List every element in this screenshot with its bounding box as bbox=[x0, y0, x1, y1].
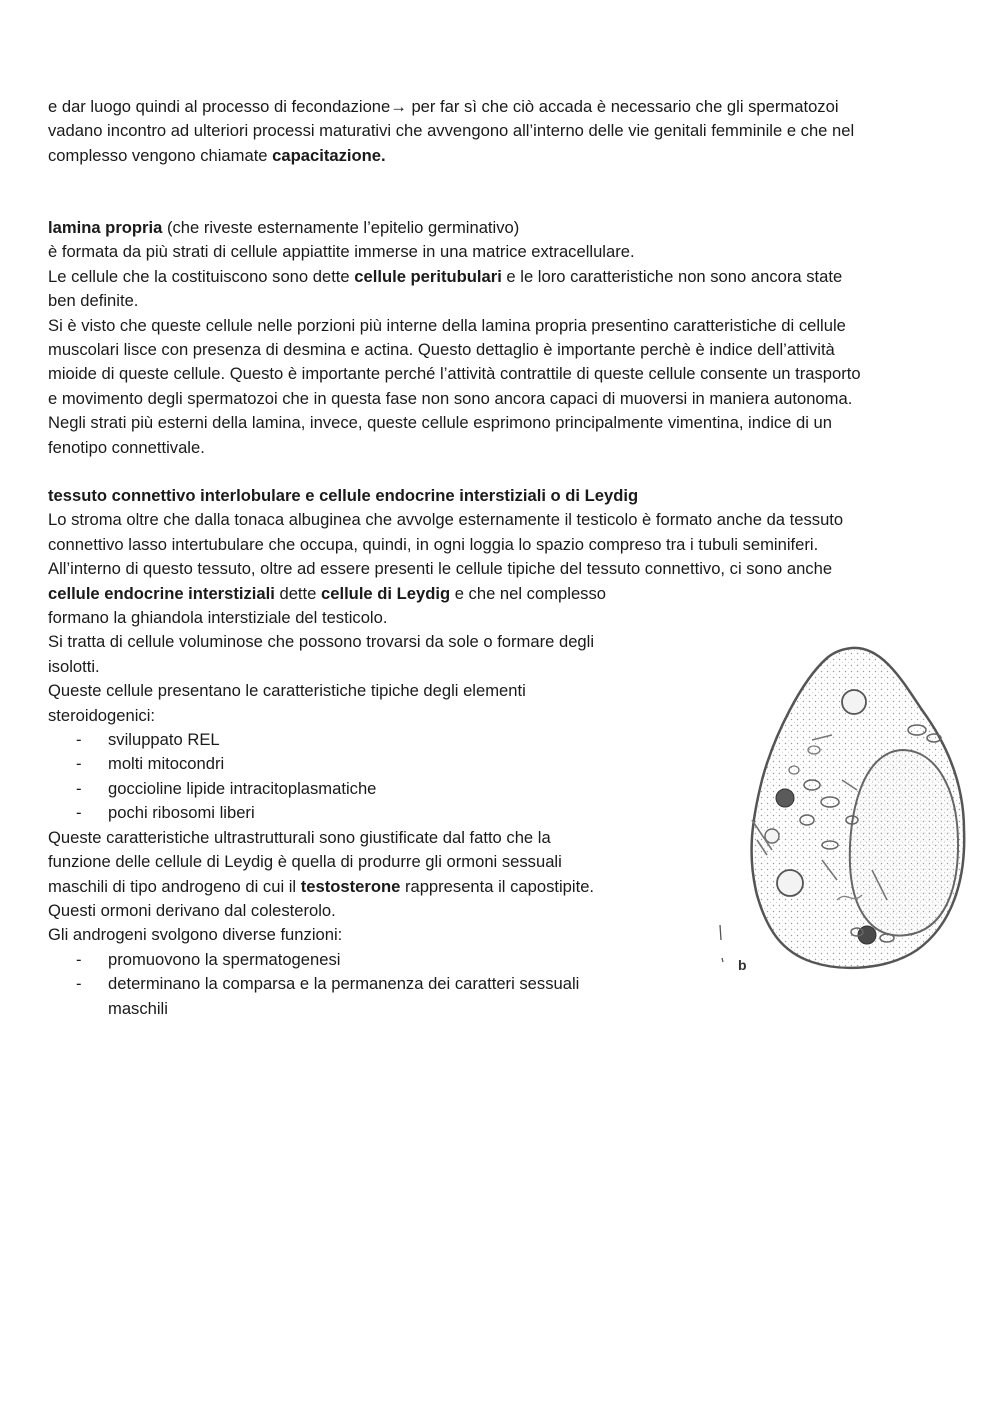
text-line: Negli strati più esterni della lamina, invece, queste cellule esprimono principalmente vimentina, indice di un bbox=[48, 413, 833, 433]
list-item: - pochi ribosomi liberi bbox=[48, 801, 668, 825]
term-capacitazione: capacitazione. bbox=[272, 145, 386, 165]
text-line: Lo stroma oltre che dalla tonaca albuginea che avvolge esternamente il testicolo è formato anche da tessuto bbox=[48, 510, 844, 530]
leydig-cell-illustration bbox=[712, 640, 972, 980]
intro-line: e dar luogo quindi al processo di fecondazione→ per far sì che ciò accada è necessario che gli spermatozoi bbox=[48, 97, 839, 116]
term-cellule-peritubulari: cellule peritubulari bbox=[354, 266, 502, 286]
text-line: Gli androgeni svolgono diverse funzioni: bbox=[48, 925, 343, 945]
features-list bbox=[48, 728, 668, 826]
intro-line: complesso vengono chiamate capacitazione. bbox=[48, 145, 386, 165]
text-line: è formata da più strati di cellule appiattite immerse in una matrice extracellulare. bbox=[48, 242, 635, 262]
section-heading: lamina propria (che riveste esternamente l’epitelio germinativo) bbox=[48, 218, 520, 237]
list-item-continuation: maschili bbox=[108, 998, 168, 1018]
text-line: Si tratta di cellule voluminose che possono trovarsi da sole o formare degli bbox=[48, 632, 595, 652]
text-line: connettivo lasso intertubulare che occupa, quindi, in ogni loggia lo spazio compreso tra i tubuli seminiferi. bbox=[48, 534, 819, 554]
list-item: - sviluppato REL bbox=[48, 728, 668, 752]
list-item: - goccioline lipide intracitoplasmatiche bbox=[48, 777, 668, 801]
section-heading: tessuto connettivo interlobulare e cellule endocrine interstiziali o di Leydig bbox=[48, 486, 639, 505]
lamina-propria-section bbox=[48, 216, 960, 460]
text-line: maschili di tipo androgeno di cui il testosterone rappresenta il capostipite. bbox=[48, 876, 595, 896]
text-line: steroidogenici: bbox=[48, 705, 156, 725]
text-line: Si è visto che queste cellule nelle porzioni più interne della lamina propria presentino caratteristiche di cellule bbox=[48, 315, 846, 335]
text-line: mioide di queste cellule. Questo è importante perché l’attività contrattile di queste cellule consente un trasporto bbox=[48, 364, 861, 384]
text-line: Questi ormoni derivano dal colesterolo. bbox=[48, 900, 336, 920]
figure-label: b bbox=[738, 957, 747, 973]
list-item: - molti mitocondri bbox=[48, 752, 668, 776]
text-line: All’interno di questo tessuto, oltre ad essere presenti le cellule tipiche del tessuto connettivo, ci sono anche bbox=[48, 559, 833, 579]
text-line: funzione delle cellule di Leydig è quella di produrre gli ormoni sessuali bbox=[48, 852, 562, 872]
leydig-narrow-text bbox=[48, 606, 668, 1021]
text-line: e movimento degli spermatozoi che in questa fase non sono ancora capaci di muoversi in maniera autonoma. bbox=[48, 388, 853, 408]
text-line: muscolari lisce con presenza di desmina e actina. Questo dettaglio è importante perchè è indice dell’attività bbox=[48, 340, 835, 360]
text-line: Le cellule che la costituiscono sono dette cellule peritubulari e le loro caratteristiche non sono ancora state bbox=[48, 266, 843, 286]
intro-line: vadano incontro ad ulteriori processi maturativi che avvengono all’interno delle vie genitali femminile e che nel bbox=[48, 121, 855, 141]
text-line: Queste caratteristiche ultrastrutturali sono giustificate dal fatto che la bbox=[48, 827, 551, 847]
text-line: cellule endocrine interstiziali dette cellule di Leydig e che nel complesso bbox=[48, 583, 606, 603]
list-item: - promuovono la spermatogenesi bbox=[48, 948, 668, 972]
text-line: isolotti. bbox=[48, 656, 100, 676]
leydig-cell-figure bbox=[712, 640, 972, 980]
text-line: ben definite. bbox=[48, 291, 139, 311]
text-line: Queste cellule presentano le caratteristiche tipiche degli elementi bbox=[48, 681, 526, 701]
text-line: fenotipo connettivale. bbox=[48, 437, 205, 457]
functions-list bbox=[48, 948, 668, 997]
list-item: - determinano la comparsa e la permanenza dei caratteri sessuali bbox=[48, 972, 668, 996]
term-testosterone: testosterone bbox=[300, 876, 401, 896]
intro-paragraph bbox=[48, 95, 960, 168]
text-line: formano la ghiandola interstiziale del testicolo. bbox=[48, 608, 388, 628]
